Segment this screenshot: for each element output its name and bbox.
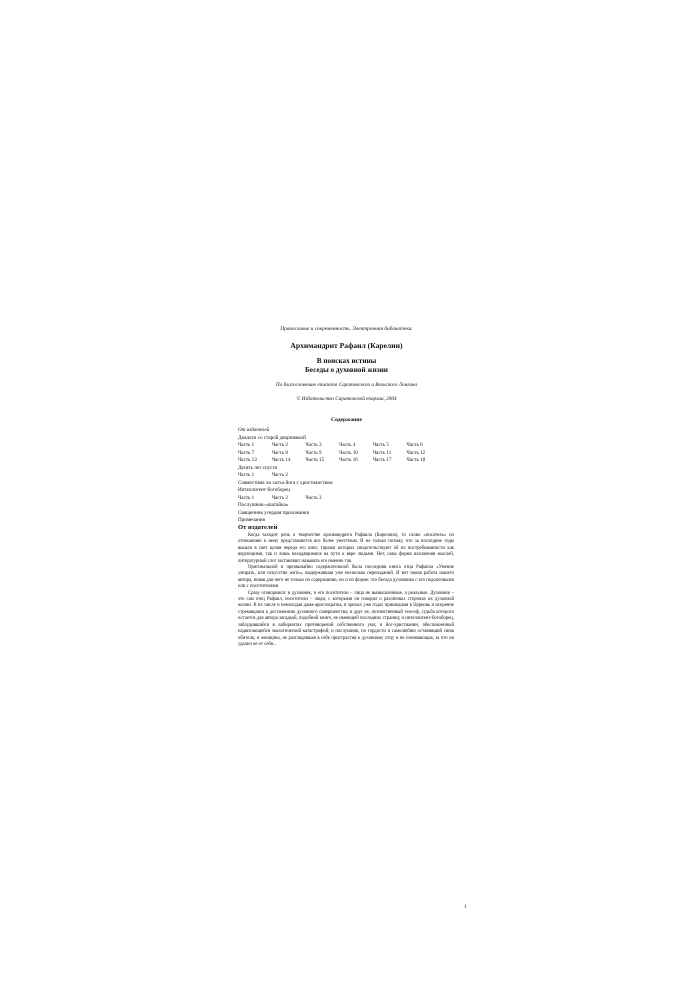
- toc-part-link[interactable]: Часть 8: [271, 449, 288, 456]
- toc-parts-row: [238, 457, 468, 465]
- toc-item-hatha-yoga[interactable]: Совместима ли хатха-йога с христианством: [238, 479, 333, 486]
- toc-item-dialogue[interactable]: Диалоги со старой дворняжкой: [238, 434, 306, 441]
- toc-item-ten-years[interactable]: Десять лет спустя: [238, 464, 277, 471]
- toc-part-link[interactable]: Часть 9: [305, 449, 322, 456]
- toc-part-link[interactable]: Часть 2: [271, 472, 288, 478]
- toc-part-link[interactable]: Часть 1: [238, 442, 255, 448]
- toc-part-link[interactable]: Часть 2: [271, 494, 288, 501]
- toc-item-notes[interactable]: Примечания: [238, 517, 265, 523]
- toc-part-link[interactable]: Часть 2: [271, 442, 288, 448]
- toc-part-link[interactable]: Часть 6: [406, 442, 423, 448]
- toc-part-link[interactable]: Часть 3: [305, 494, 322, 501]
- toc-part-link[interactable]: Часть 4: [339, 442, 356, 448]
- toc-part-link[interactable]: Часть 13: [238, 457, 257, 463]
- book-title-line-1: В поисках истины: [316, 357, 377, 365]
- body-paragraph: Оригинальной и чрезвычайно содержательной была последняя книга отца Рафаила «Умение умирать, или искусство жить», выдержавшая уже несколько переизданий. И вот новая работа нашего автора, новая для него не только по содержанию, но и по форме: это беседа духовника с его подопечными или с посетителями.: [238, 565, 454, 590]
- page-number: 1: [464, 904, 467, 910]
- book-subtitle: Беседы о духовной жизни: [305, 366, 388, 374]
- toc-part-link[interactable]: Часть 5: [372, 442, 389, 448]
- toc-part-link[interactable]: Часть 11: [372, 449, 392, 456]
- book-title: [0, 357, 693, 375]
- toc-part-link[interactable]: Часть 12: [406, 449, 426, 456]
- body-paragraph: Когда заходит речь о творчестве архимандрита Рафаила (Карелина), то слово «писатель» по отношению к нему представляется все более уместным. И не только потому, что за последние годы вышли в свет целая череда его книг, тиражи которых свидетельствуют об их востребованности как верующими, так и лишь находящимися на пути к вере людьми. Нет, сама форма изложения мыслей, литературный слог заставляют называть его именно так.: [238, 533, 454, 564]
- toc-part-link[interactable]: Часть 18: [406, 457, 426, 463]
- author-name: Архимандрит Рафаил (Карелин): [290, 341, 403, 350]
- section-heading: От издателей: [238, 524, 278, 531]
- toc-parts-row: [238, 450, 468, 458]
- toc-item-intellectual[interactable]: Интеллигент-богоборец: [238, 487, 290, 493]
- blessing-line: По благословению епископа Саратовского и Вольского Лонгина: [275, 382, 418, 388]
- toc-item-novice[interactable]: Послушник-«шатайка»: [238, 502, 289, 508]
- body-paragraph: Сразу оговоримся: и духовник, и его посетители – лица не вымышленные, а реальные. Духовник – это сам отец Рафаил, посетители – люди, с которыми он говорил о различных сторонах их духовной жизни. В их числе и немолодая дама-аристократка, в зрелых уже годах пришедшая в Церковь и искренне стремящаяся к достижению духовного совершенства; и друг ее, потомственный теософ, судьба которого остается для автора загадкой, подобной книге, не имеющей последних страниц; и интеллигент-богоборец, заблудившийся в лабиринтах противоречий собственного ума; и йог-христианин, обеспокоенный надвигающейся экологической катастрофой; и послушник, по гордости и самолюбию оставивший свою обитель; и женщина, не разглядевшая в себе пристрастия к духовному отцу и не понимающая, за что он удалил ее от себя...: [238, 590, 454, 647]
- toc-part-link[interactable]: Часть 16: [339, 457, 358, 463]
- toc-heading: Содержание: [331, 417, 362, 423]
- toc-part-link[interactable]: Часть 10: [339, 449, 358, 456]
- toc-part-link[interactable]: Часть 3: [305, 442, 322, 448]
- copyright-line: © Издательство Саратовской епархии, 2004: [296, 396, 397, 402]
- toc-part-link[interactable]: Часть 7: [238, 449, 255, 456]
- toc-part-link[interactable]: Часть 1: [238, 494, 255, 501]
- toc-part-link[interactable]: Часть 17: [372, 457, 392, 463]
- section-body: [238, 533, 454, 648]
- toc-item-priest[interactable]: Священник усердия прихожанки: [238, 509, 310, 516]
- toc-item-publisher[interactable]: От издателей: [238, 427, 270, 433]
- series-line: Православие и современность. Электронная библиотека.: [280, 326, 413, 332]
- toc-parts-row: [238, 472, 468, 480]
- toc-part-link[interactable]: Часть 15: [305, 457, 325, 463]
- toc-part-link[interactable]: Часть 1: [238, 472, 255, 478]
- toc-parts-row: [238, 495, 468, 503]
- toc-parts-row: [238, 442, 468, 450]
- toc-part-link[interactable]: Часть 14: [271, 457, 291, 463]
- table-of-contents: [238, 427, 468, 525]
